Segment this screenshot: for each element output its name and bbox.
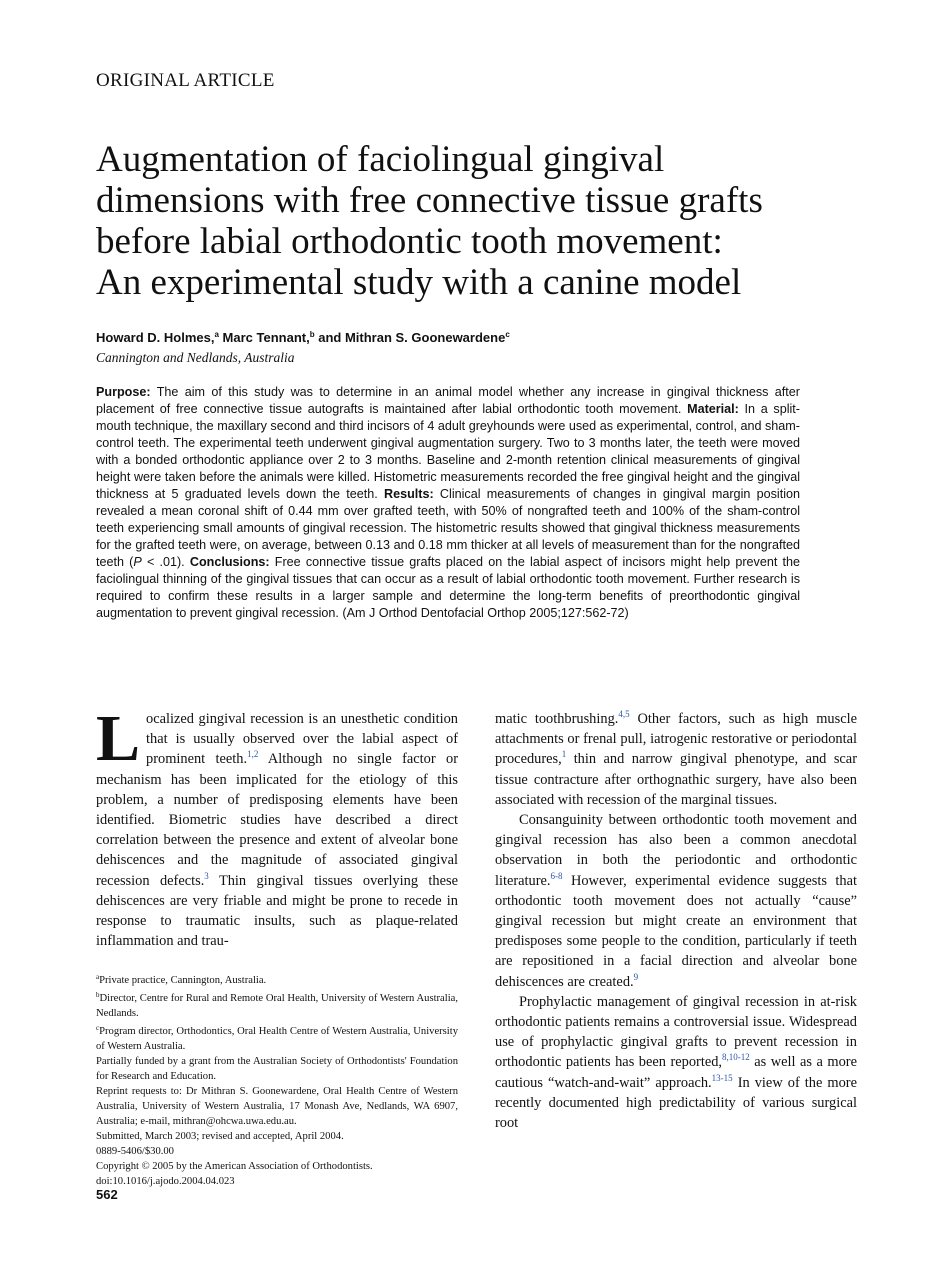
footnote: Partially funded by a grant from the Australian Society of Orthodontists' Foundation for Research and Education. [96,1056,458,1082]
author-name: Marc Tennant, [222,330,310,345]
abstract-p-value-symbol: P [133,555,142,569]
page-number: 562 [96,1187,118,1202]
title-line: before labial orthodontic tooth movement: [96,221,723,262]
article-title [96,139,876,303]
citation-link[interactable]: 3 [204,870,209,881]
footnote-marker: c [96,1024,100,1032]
footnote [96,970,458,988]
author-affil-marker: a [214,330,219,339]
body-text: matic toothbrushing. [495,711,619,727]
author-affil-marker: b [309,330,315,339]
abstract-material-label: Material: [687,402,739,416]
body-paragraph [96,702,458,951]
footnote-reprint-requests: Reprint requests to: Dr Mithran S. Goonewardene, Oral Health Centre of Western Australia, University of Western Australia, 17 Monash Ave, Nedlands, WA 6907, Australia; e-mail, mithran@ohcwa.uwa.edu.au. [96,1086,458,1127]
title-line: dimensions with free connective tissue grafts [96,180,763,221]
citation-link[interactable]: 6-8 [550,870,563,881]
body-column-left [96,702,458,951]
footnote-text: Program director, Orthodontics, Oral Health Centre of Western Australia, University of Western Australia. [96,1026,458,1052]
footnotes [96,970,458,1189]
footnote-submission-dates: Submitted, March 2003; revised and accepted, April 2004. [96,1131,344,1142]
citation-link[interactable]: 13-15 [711,1072,733,1083]
footnote [96,1021,458,1054]
citation-link[interactable]: 1,2 [247,749,259,760]
footnote-text: Private practice, Cannington, Australia. [99,975,267,986]
body-paragraph [495,992,857,1133]
abstract-results-tail: < .01). [141,555,185,569]
abstract-results-text: Clinical measurements of changes in gingival margin position revealed a mean coronal shift of 0.44 mm over grafted teeth, with 50% of nongrafted teeth and 100% of the sham-control teeth experiencing small amounts of gingival recession. The histometric results showed that gingival thickness measurements for the grafted teeth were, on average, between 0.13 and 0.18 mm thicker at all levels of measurement than for the nongrafted teeth ( [96,487,801,569]
abstract-material-text: In a split-mouth technique, the maxillary second and third incisors of 4 adult greyhounds were used as experimental, control, and sham-control teeth. The experimental teeth underwent gingival augmentation surgery. Two to 3 months later, the teeth were moved with a bonded orthodontic appliance over 2 to 3 months. Baseline and 2-month retention clinical measurements of gingival height were taken before the animals were killed. Histometric measurements recorded the free gingival height and the gingival thickness at 5 graduated levels down the teeth. [96,402,800,501]
abstract-results-label: Results: [383,487,434,501]
citation-link[interactable]: 4,5 [618,709,630,719]
body-text: Consanguinity between orthodontic tooth movement and gingival recession has also been a common anecdotal observation in both the periodontic and orthodontic literature. [495,812,857,889]
body-text: In view of the more recently documented high predictability of various surgical root [495,1074,857,1132]
drop-cap: L [96,702,141,775]
footnote-text: Director, Centre for Rural and Remote Oral Health, University of Western Australia, Nedlands. [96,993,458,1019]
abstract-purpose-label: Purpose: [96,385,151,399]
body-text: thin and narrow gingival phenotype, and scar tissue contracture after orthognathic surgery, have also been associated with recession of the marginal tissues. [495,751,857,808]
footnote-marker: a [96,973,100,981]
author-affil-marker: c [505,330,510,339]
footnote-doi: doi:10.1016/j.ajodo.2004.04.023 [96,1176,235,1187]
author-list [96,330,510,345]
body-text: Although no single factor or mechanism has been implicated for the etiology of this problem, a number of predisposing elements have been identified. Biometric studies have described a direct correlation between the presence and extent of alveolar bone dehiscences and the magnitude of associated gingival recession defects. [96,751,458,889]
body-text: Other factors, such as high muscle attachments or frenal pull, iatrogenic restorative or periodontal procedures, [495,711,857,768]
body-text: as well as a more cautious “watch-and-wait” approach. [495,1054,857,1091]
footnote-copyright: Copyright © 2005 by the American Association of Orthodontists. [96,1161,373,1172]
author-name: Howard D. Holmes, [96,330,215,345]
title-line: An experimental study with a canine model [96,262,742,303]
abstract-purpose-text: The aim of this study was to determine in an animal model whether any increase in gingival thickness after placement of free connective tissue autografts is maintained after labial orthodontic tooth movement. [96,385,800,416]
section-label: ORIGINAL ARTICLE [96,70,275,91]
body-text: However, experimental evidence suggests that orthodontic tooth movement does not actually “cause” gingival recession but might create an environment that predisposes some people to the condition, particularly if teeth are repositioned in a facial direction and alveolar bone dehiscences are created. [495,872,857,990]
footnote-issn: 0889-5406/$30.00 [96,1146,174,1157]
citation-link[interactable]: 1 [561,749,567,760]
author-name: and Mithran S. Goonewardene [318,330,506,345]
citation-link[interactable]: 9 [633,971,639,982]
title-line: Augmentation of faciolingual gingival [96,139,665,180]
abstract-conclusions-label: Conclusions: [189,555,270,569]
body-text: Prophylactic management of gingival recession in at-risk orthodontic patients remains a controversial issue. Widespread use of prophylactic gingival grafts to prevent recession in orthodontic patients has been reported, [495,993,857,1071]
citation-link[interactable]: 8,10-12 [722,1052,750,1063]
abstract [96,384,800,622]
footnote-marker: b [96,991,100,999]
body-text: ocalized gingival recession is an unesthetic condition that is usually observed over the labial aspect of prominent teeth. [146,711,458,768]
body-paragraph [495,810,857,992]
footnote [96,988,458,1021]
author-affiliation: Cannington and Nedlands, Australia [96,350,295,365]
body-column-right [495,709,857,1133]
body-paragraph [495,709,857,810]
abstract-conclusions-text: Free connective tissue grafts placed on the labial aspect of incisors might help prevent the faciolingual thinning of the gingival tissues that can occur as a result of labial orthodontic tooth movement. Further research is required to confirm these results in a larger sample and determine the long-term benefits of preorthodontic gingival augmentation to prevent gingival recession. (Am J Orthod Dentofacial Orthop 2005;127:562-72) [96,555,801,620]
body-text: Thin gingival tissues overlying these dehiscences are very friable and might be prone to recede in response to traumatic insults, such as plaque-related inflammation and trau- [96,872,458,950]
